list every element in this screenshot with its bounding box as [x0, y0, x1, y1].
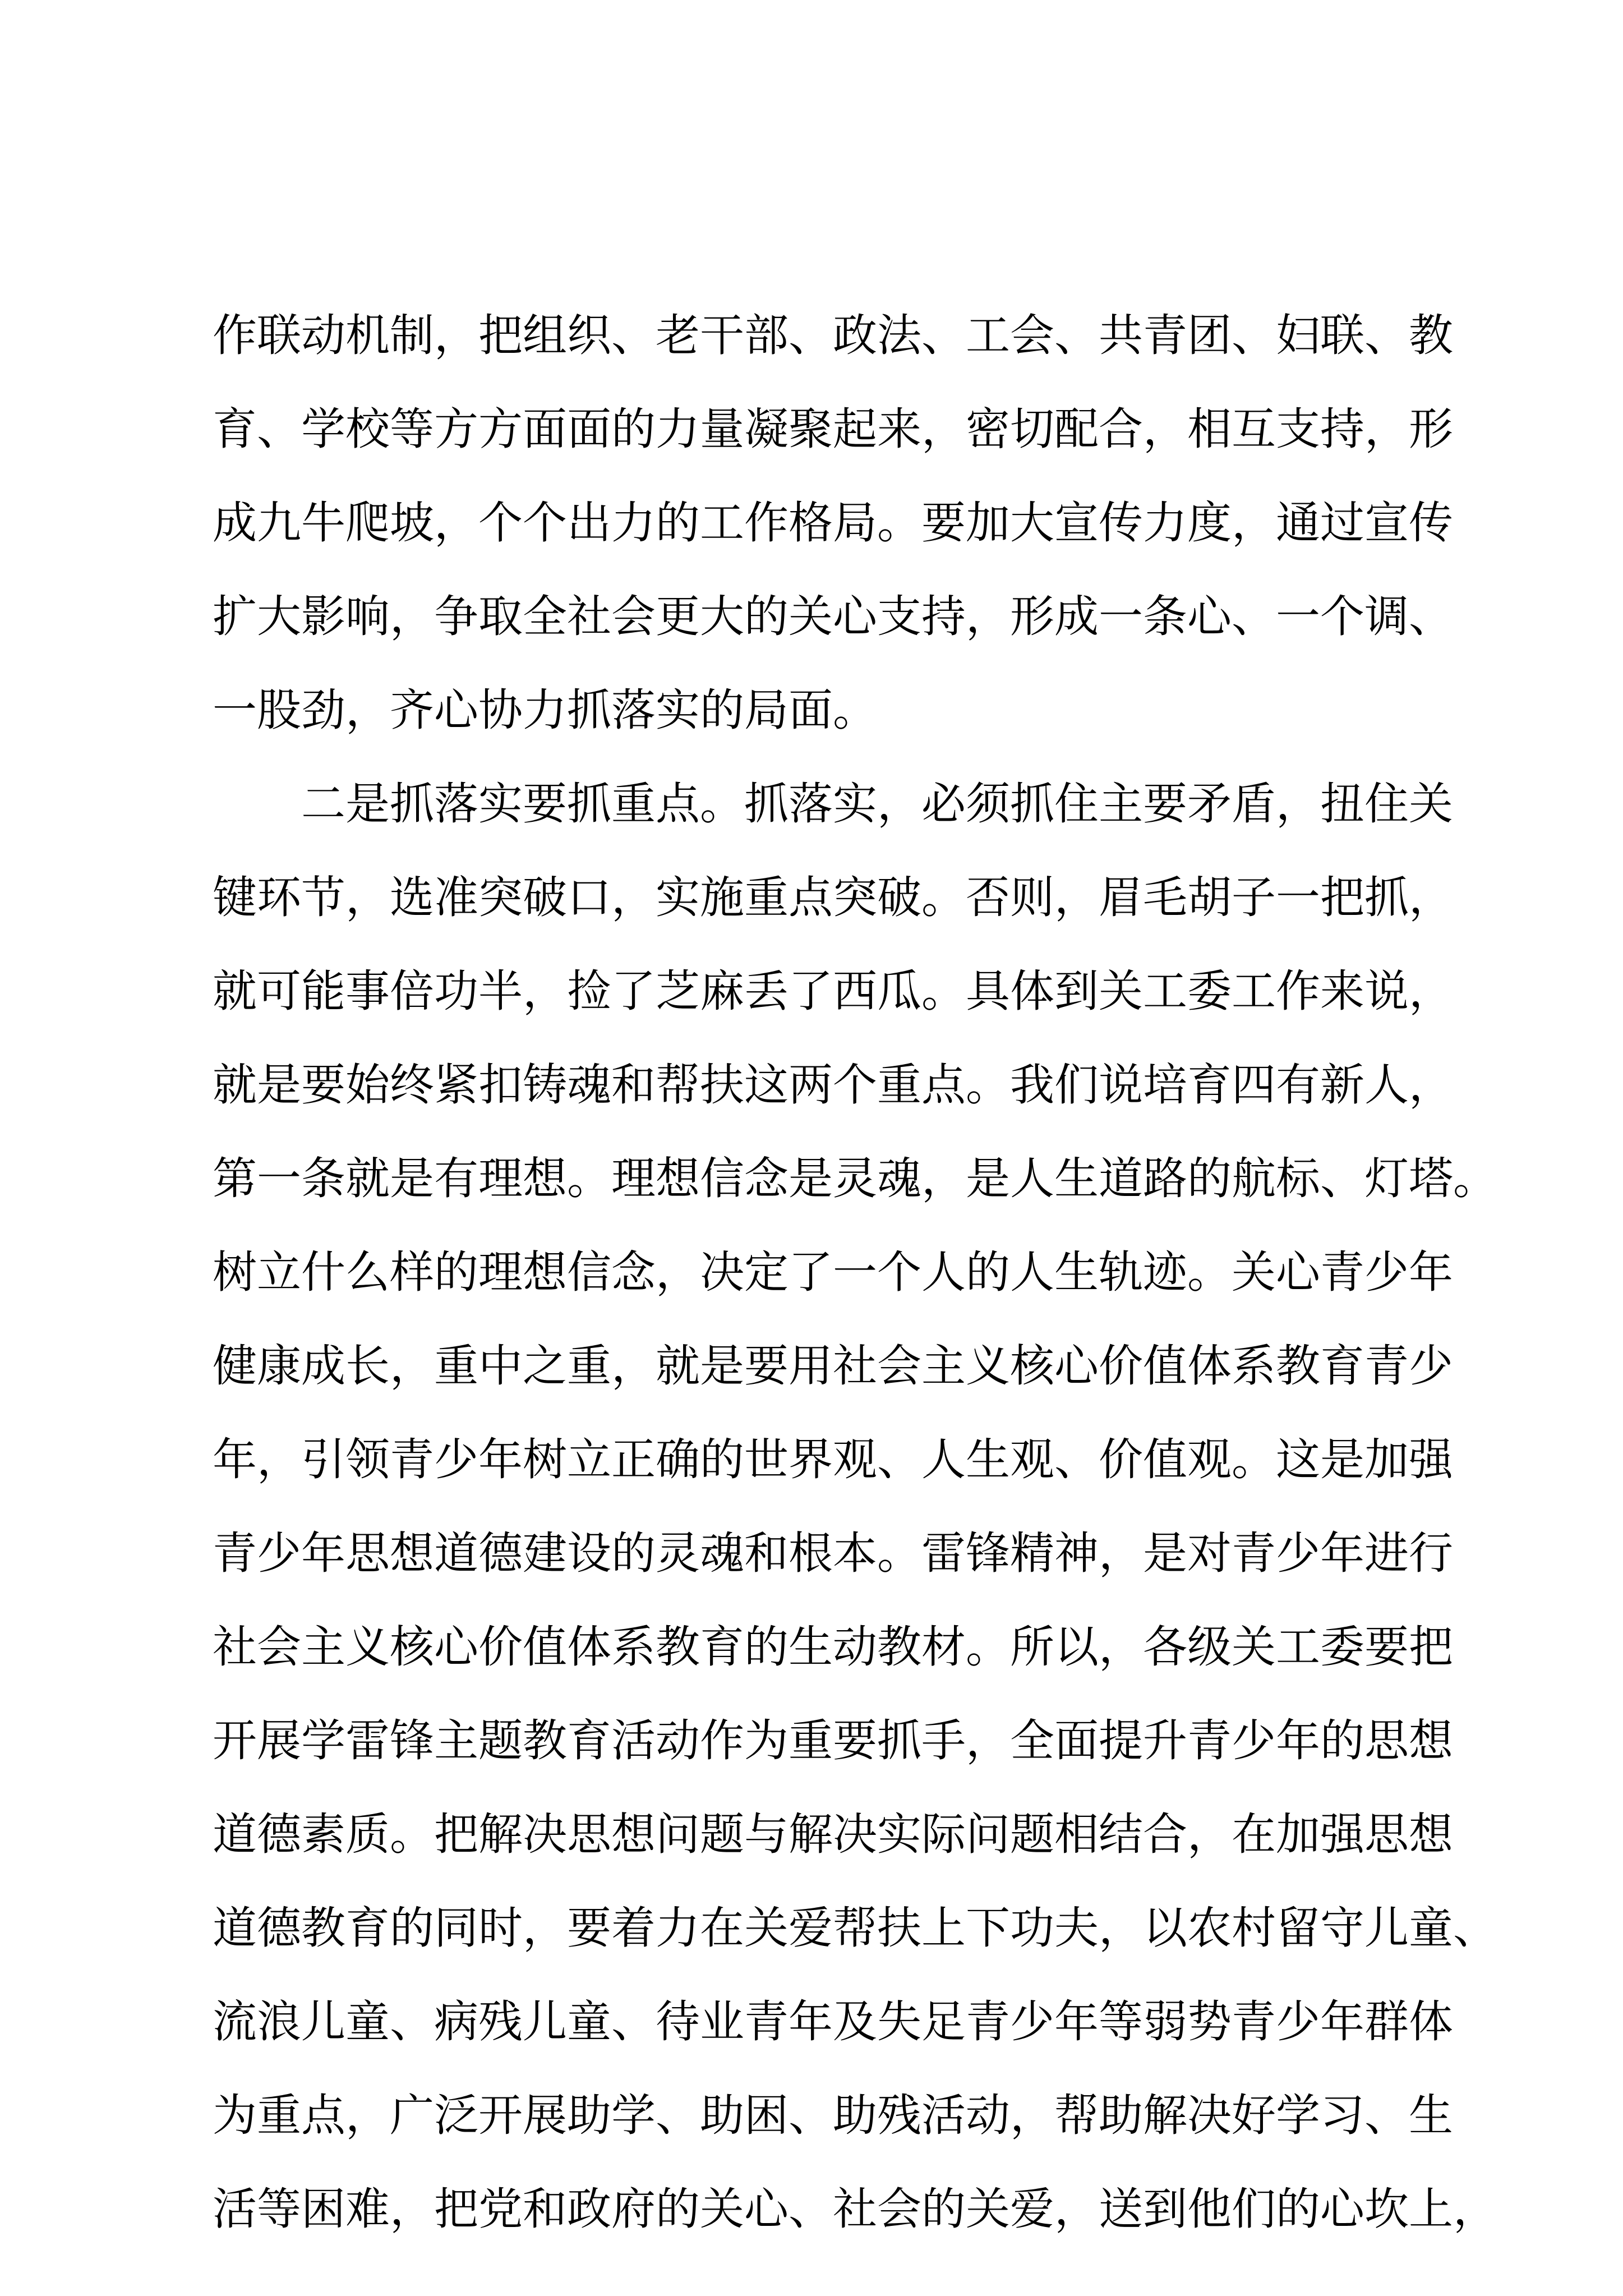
- text-line: 道德素质。把解决思想问题与解决实际问题相结合，在加强思想: [213, 1809, 1453, 1860]
- text-line: 道德教育的同时，要着力在关爱帮扶上下功夫，以农村留守儿童、: [213, 1902, 1497, 1954]
- text-line: 为重点，广泛开展助学、助困、助残活动，帮助解决好学习、生: [213, 2090, 1453, 2141]
- text-line: 流浪儿童、病残儿童、待业青年及失足青少年等弱势青少年群体: [213, 1996, 1453, 2047]
- text-line: 键环节，选准突破口，实施重点突破。否则，眉毛胡子一把抓，: [213, 872, 1453, 923]
- text-line: 树立什么样的理想信念，决定了一个人的人生轨迹。关心青少年: [213, 1246, 1453, 1298]
- text-line: 就可能事倍功半，捡了芝麻丢了西瓜。具体到关工委工作来说，: [213, 965, 1453, 1017]
- text-line: 一股劲，齐心协力抓落实的局面。: [213, 684, 877, 736]
- text-line: 就是要始终紧扣铸魂和帮扶这两个重点。我们说培育四有新人，: [213, 1059, 1453, 1111]
- paragraph-first-line: 二是抓落实要抓重点。抓落实，必须抓住主要矛盾，扭住关: [301, 778, 1453, 830]
- text-line: 成九牛爬坡，个个出力的工作格局。要加大宣传力度，通过宣传: [213, 497, 1453, 549]
- text-line: 青少年思想道德建设的灵魂和根本。雷锋精神，是对青少年进行: [213, 1527, 1453, 1579]
- text-line: 作联动机制，把组织、老干部、政法、工会、共青团、妇联、教: [213, 310, 1453, 361]
- text-line: 育、学校等方方面面的力量凝聚起来，密切配合，相互支持，形: [213, 403, 1453, 455]
- text-line: 第一条就是有理想。理想信念是灵魂，是人生道路的航标、灯塔。: [213, 1153, 1497, 1204]
- text-line: 活等困难，把党和政府的关心、社会的关爱，送到他们的心坎上，: [213, 2183, 1497, 2235]
- text-line: 扩大影响，争取全社会更大的关心支持，形成一条心、一个调、: [213, 591, 1453, 642]
- text-line: 健康成长，重中之重，就是要用社会主义核心价值体系教育青少: [213, 1340, 1453, 1392]
- text-line: 开展学雷锋主题教育活动作为重要抓手，全面提升青少年的思想: [213, 1715, 1453, 1766]
- text-line: 年，引领青少年树立正确的世界观、人生观、价值观。这是加强: [213, 1434, 1453, 1485]
- text-line: 社会主义核心价值体系教育的生动教材。所以，各级关工委要把: [213, 1621, 1453, 1673]
